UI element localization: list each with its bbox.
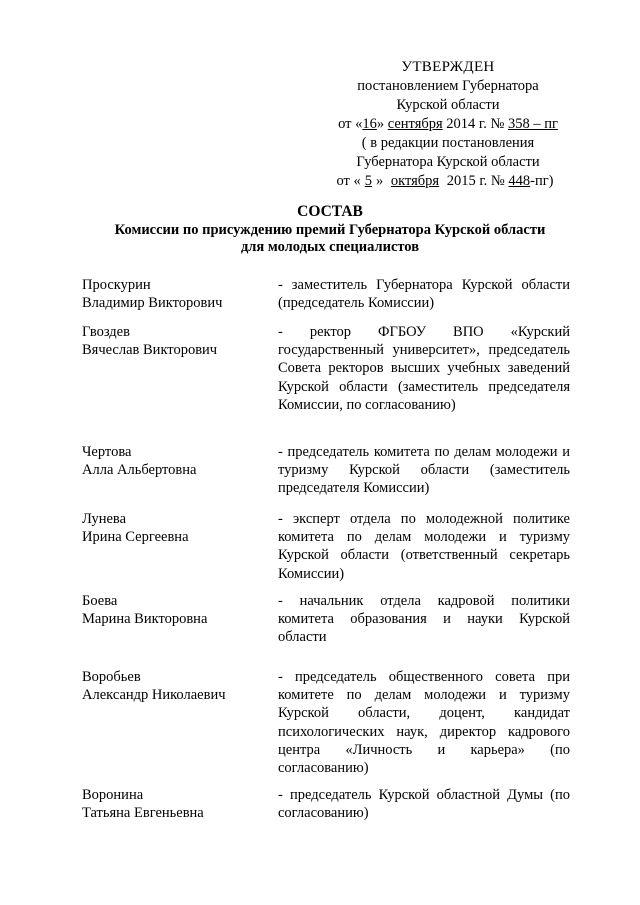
member-surname: Проскурин: [82, 277, 151, 293]
approval-block: [318, 58, 578, 191]
member-given-name: Ирина Сергеевна: [82, 529, 189, 546]
member-given-name: Алла Альбертовна: [82, 462, 197, 479]
member-name: [82, 786, 278, 846]
revision-number: 448: [508, 173, 531, 189]
approval-line-6: [312, 172, 578, 191]
date-day: 16: [362, 116, 377, 132]
revision-date-day: 5: [364, 173, 373, 189]
member-surname: Гвоздев: [82, 324, 130, 340]
member-row: [82, 443, 582, 510]
title-main: СОСТАВ: [297, 203, 363, 220]
member-given-name: Вячеслав Викторович: [82, 342, 218, 359]
date-prefix: от «: [338, 116, 363, 132]
member-name: [82, 510, 278, 592]
approval-line-3: [318, 115, 578, 134]
decree-number: 358 – пг: [507, 116, 558, 132]
member-row: [82, 668, 582, 786]
member-row: [82, 323, 582, 443]
approval-line-5: Губернатора Курской области: [356, 154, 540, 170]
approval-line-1: постановлением Губернатора: [357, 78, 539, 94]
member-role: - заместитель Губернатора Курской области (председатель Комиссии): [278, 277, 570, 312]
title-sub-1: Комиссии по присуждению премий Губернатора Курской области: [114, 222, 546, 238]
date-year: 2014 г. №: [442, 116, 508, 132]
member-role: - председатель Курской областной Думы (по согласованию): [278, 787, 570, 822]
member-row: [82, 510, 582, 592]
revision-date-year: 2015 г. №: [443, 173, 509, 189]
date-mid: »: [376, 116, 388, 132]
approval-title: УТВЕРЖДЕН: [401, 59, 495, 75]
member-role: - эксперт отдела по молодежной политике комитета по делам молодежи и туризму Курской области (ответственный секретарь Комиссии): [278, 511, 570, 582]
member-given-name: Марина Викторовна: [82, 611, 208, 628]
approval-line-2: Курской области: [396, 97, 500, 113]
revision-date-mid: »: [376, 173, 387, 189]
member-surname: Чертова: [82, 444, 132, 460]
member-given-name: Владимир Викторович: [82, 295, 223, 312]
title-sub-2: для молодых специалистов: [240, 239, 420, 255]
document-title: [60, 203, 600, 256]
member-role: - начальник отдела кадровой политики комитета образования и науки Курской области: [278, 593, 570, 646]
revision-date-prefix: от «: [336, 173, 361, 189]
member-role: - председатель общественного совета при комитете по делам молодежи и туризму Курской области, доцент, кандидат психологических наук, директор кадрового центра «Личность и карьера» (по согласованию): [278, 669, 570, 777]
members-list: [82, 276, 582, 846]
member-given-name: Александр Николаевич: [82, 687, 226, 704]
member-row: [82, 592, 582, 668]
member-surname: Воробьев: [82, 669, 141, 685]
member-name: [82, 592, 278, 668]
date-month: сентября: [387, 116, 443, 132]
member-name: [82, 323, 278, 443]
member-name: [82, 668, 278, 786]
member-given-name: Татьяна Евгеньевна: [82, 805, 204, 822]
member-row: [82, 276, 582, 323]
member-row: [82, 786, 582, 846]
member-surname: Боева: [82, 593, 118, 609]
member-surname: Воронина: [82, 787, 144, 803]
revision-suffix: -пг): [530, 173, 554, 189]
member-role: - председатель комитета по делам молодежи и туризму Курской области (заместитель председателя Комиссии): [278, 444, 570, 497]
approval-line-4: ( в редакции постановления: [361, 135, 535, 151]
revision-date-month: октября: [390, 173, 440, 189]
member-role: - ректор ФГБОУ ВПО «Курский государственный университет», председатель Совета ректоров высших учебных заведений Курской области (заместитель председателя Комиссии, по согласованию): [278, 324, 570, 413]
member-name: [82, 276, 278, 323]
member-name: [82, 443, 278, 510]
member-surname: Лунева: [82, 511, 127, 527]
